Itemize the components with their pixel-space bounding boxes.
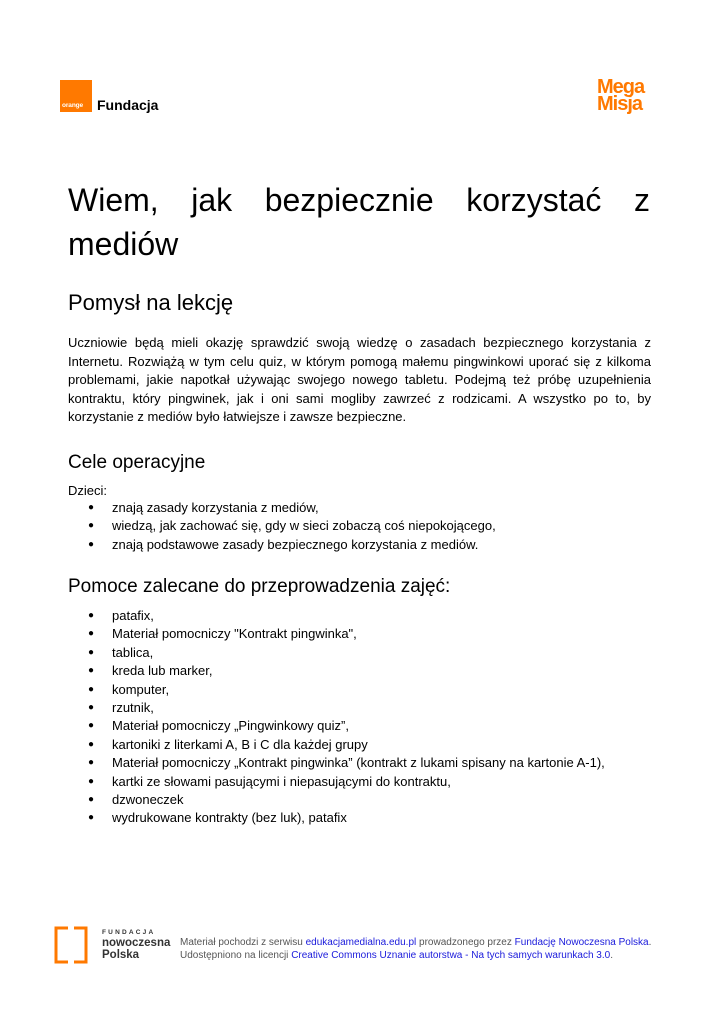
orange-logo: [60, 80, 92, 112]
list-item: ● znają zasady korzystania z mediów,: [68, 499, 496, 517]
list-item: ● wiedzą, jak zachować się, gdy w sieci zobaczą coś niepokojącego,: [68, 517, 496, 535]
footer-line-2: [180, 949, 651, 962]
fnp-bracket-icon: [54, 926, 88, 964]
footer-text-segment: .: [610, 950, 613, 961]
footer-text-segment: Udostępniono na licencji: [180, 950, 292, 961]
fnp-logo-bot: Polska: [102, 949, 140, 961]
objectives-heading: Cele operacyjne: [68, 452, 206, 473]
list-item: ● dzwoneczek: [68, 791, 605, 809]
materials-list: [68, 607, 605, 828]
list-item: ● komputer,: [68, 681, 605, 699]
megamisja-line2: Misja: [597, 93, 643, 115]
list-item: ● kreda lub marker,: [68, 662, 605, 680]
footer-text-segment: Materiał pochodzi z serwisu: [180, 937, 306, 948]
footer-text-segment: prowadzonego przez: [416, 937, 515, 948]
list-item: ● rzutnik,: [68, 699, 605, 717]
fnp-logo: [54, 925, 174, 965]
materials-heading: Pomoce zalecane do przeprowadzenia zajęć:: [68, 576, 451, 597]
list-item: ● znają podstawowe zasady bezpiecznego korzystania z mediów.: [68, 536, 496, 554]
list-item: ● kartki ze słowami pasującymi i niepasującymi do kontraktu,: [68, 773, 605, 791]
list-item: ● tablica,: [68, 644, 605, 662]
footer-credits: [180, 936, 651, 962]
page-title: Wiem, jak bezpiecznie korzystać z mediów: [68, 182, 650, 262]
footer-line-1: [180, 936, 651, 949]
list-item: ● patafix,: [68, 607, 605, 625]
list-item: ● Materiał pomocniczy "Kontrakt pingwinka",: [68, 625, 605, 643]
list-item: ● Materiał pomocniczy „Pingwinkowy quiz”,: [68, 717, 605, 735]
orange-logo-text: orange: [62, 102, 84, 109]
objectives-list: [68, 499, 496, 554]
license-link[interactable]: Creative Commons Uznanie autorstwa - Na tych samych warunkach 3.0: [291, 950, 611, 961]
fnp-logo-top: FUNDACJA: [102, 929, 156, 936]
fundacja-link[interactable]: Fundację Nowoczesna Polska: [514, 937, 649, 948]
list-item: ● Materiał pomocniczy „Kontrakt pingwinka” (kontrakt z lukami spisany na kartonie A-1),: [68, 754, 605, 772]
lesson-idea-heading: Pomysł na lekcję: [68, 290, 234, 315]
objectives-intro: Dzieci:: [68, 483, 108, 498]
list-item: ● kartoniki z literkami A, B i C dla każdej grupy: [68, 736, 605, 754]
megamisja-line1: Mega: [597, 76, 645, 98]
lesson-idea-text: Uczniowie będą mieli okazję sprawdzić swoją wiedzę o zasadach bezpiecznego korzystania z Internetu. Rozwiążą w tym celu quiz, w którym pomogą małemu pingwinkowi uporać się z kilkoma problemami, jakie napotkał używając swojego nowego tabletu. Podejmą też próbę uzupełnienia kontraktu, który pingwinek, jak i oni sami mogliby zawrzeć z rodzicami. A wszystko po to, by korzystanie z mediów było łatwiejsze i zawsze bezpieczne.: [68, 335, 651, 425]
fnp-logo-mid: nowoczesna: [102, 937, 171, 949]
fundacja-label: Fundacja: [97, 97, 159, 113]
megamisja-logo: [597, 76, 653, 115]
edukacjamedialna-link[interactable]: edukacjamedialna.edu.pl: [305, 937, 417, 948]
footer-text-segment: .: [648, 937, 652, 948]
list-item: ● wydrukowane kontrakty (bez luk), patafix: [68, 809, 605, 827]
